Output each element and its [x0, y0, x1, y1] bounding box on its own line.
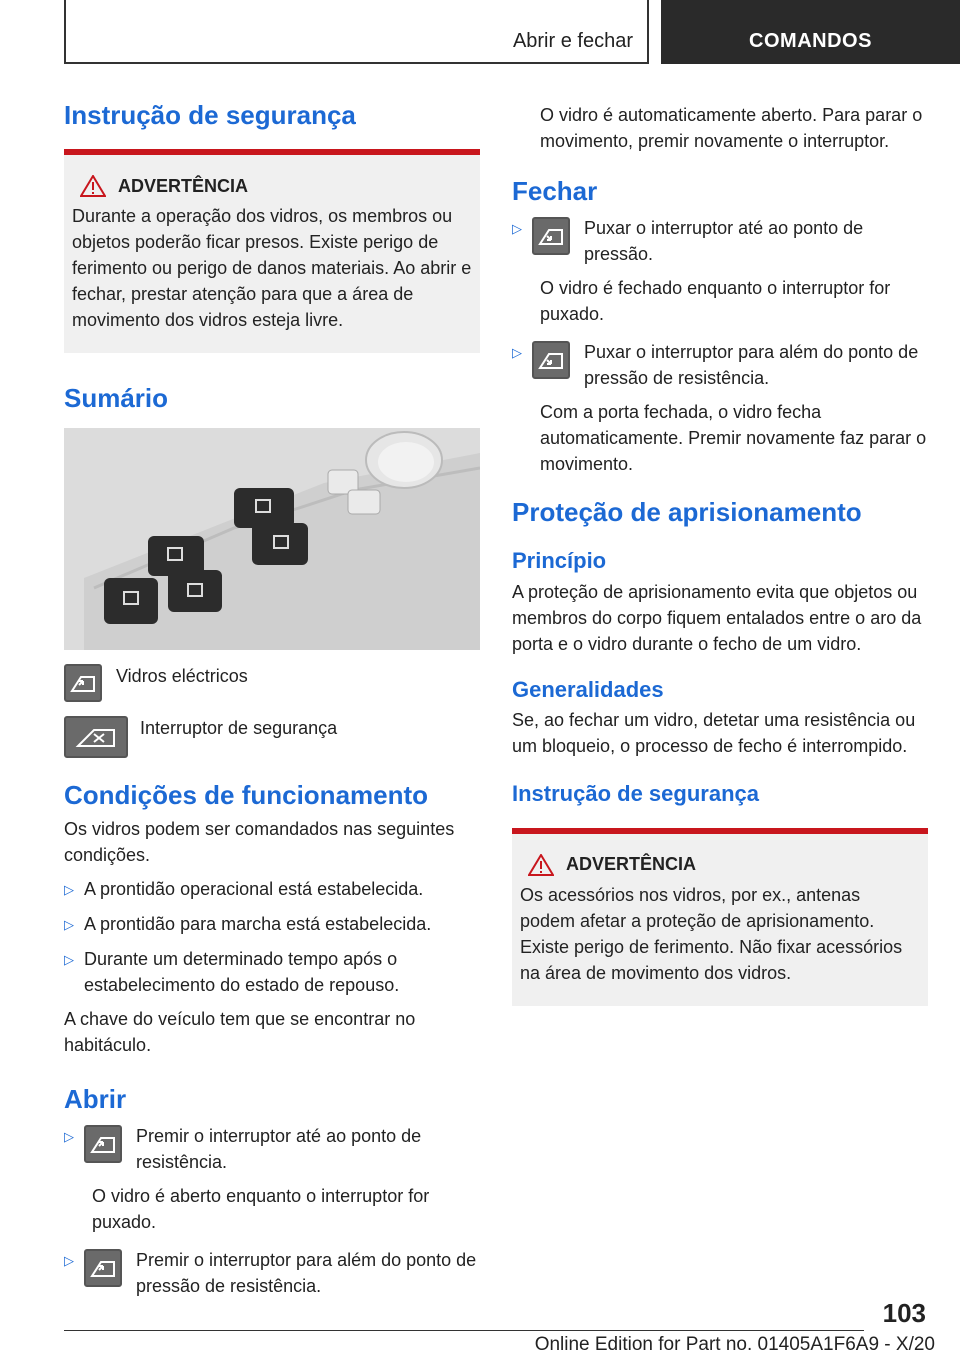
open-step-text: Premir o interruptor até ao ponto de resistência.: [136, 1125, 422, 1172]
general-heading: Generalidades: [512, 676, 664, 702]
close-step-result: O vidro é fechado enquanto o interruptor for puxado.: [540, 278, 891, 325]
header-section-box: [64, 0, 649, 64]
conditions-note: A chave do veículo tem que se encontrar no habitáculo.: [64, 1008, 416, 1055]
warning-box: [512, 828, 928, 1006]
footer-edition: Online Edition for Part no. 01405A1F6A9 - X/20: [534, 1334, 935, 1355]
safety-switch-icon: [64, 716, 128, 758]
window-switch-photo: [64, 428, 480, 650]
conditions-intro: Os vidros podem ser comandados nas seguintes condições.: [64, 818, 455, 865]
list-item: ▷ A prontidão operacional está estabelecida.: [64, 876, 480, 903]
icon-label-windows: Vidros eléctricos: [116, 666, 248, 687]
open-step-result: O vidro é aberto enquanto o interruptor for puxado.: [92, 1185, 430, 1232]
list-item: [512, 215, 928, 267]
window-switch-icon: [84, 1249, 122, 1287]
window-switch-icon: [532, 341, 570, 379]
warning-triangle-icon: [528, 854, 554, 876]
conditions-heading: Condições de funcionamento: [64, 780, 429, 811]
window-switch-icon: [532, 217, 570, 255]
triangle-bullet-icon: ▷: [64, 1128, 74, 1144]
left-column: [64, 100, 480, 1307]
list-item: [512, 339, 928, 391]
triangle-bullet-icon: ▷: [64, 881, 74, 897]
icon-row-windows: [64, 664, 480, 702]
safety2-heading: Instrução de segurança: [512, 781, 759, 807]
pinch-protection-heading: Proteção de aprisionamento: [512, 497, 862, 528]
triangle-bullet-icon: ▷: [64, 1252, 74, 1268]
general-text: Se, ao fechar um vidro, detetar uma resistência ou um bloqueio, o processo de fecho é interrompido.: [512, 710, 916, 757]
warning-title: ADVERTÊNCIA: [118, 175, 249, 196]
list-item: ▷ Durante um determinado tempo após o estabelecimento do estado de repouso.: [64, 946, 480, 998]
warning-box: [64, 149, 480, 353]
header-chapter-box: [661, 0, 960, 64]
triangle-bullet-icon: ▷: [512, 221, 522, 237]
triangle-bullet-icon: ▷: [64, 916, 74, 932]
close-step-text: Puxar o interruptor para além do ponto de pressão de resistência.: [584, 342, 919, 389]
icon-row-safety-switch: [64, 716, 480, 758]
header-chapter-title: COMANDOS: [749, 30, 872, 52]
right-column: [512, 100, 928, 1036]
triangle-bullet-icon: ▷: [64, 951, 74, 967]
list-item: [64, 1123, 480, 1175]
warning-triangle-icon: [80, 175, 106, 197]
header-section-title: Abrir e fechar: [512, 30, 633, 52]
close-step-result: Com a porta fechada, o vidro fecha automaticamente. Premir novamente faz parar o movimento.: [540, 402, 927, 475]
icon-label-safety-switch: Interruptor de segurança: [140, 718, 338, 739]
window-switch-icon: [84, 1125, 122, 1163]
list-item: [64, 1247, 480, 1299]
principle-text: A proteção de aprisionamento evita que objetos ou membros do corpo fiquem entalados entre o aro da porta e o vidro durante o fecho de um vidro.: [512, 581, 922, 654]
list-item: ▷ A prontidão para marcha está estabelecida.: [64, 911, 480, 938]
summary-heading: Sumário: [64, 383, 169, 414]
open-auto-text: O vidro é automaticamente aberto. Para parar o movimento, premir novamente o interruptor.: [540, 105, 923, 151]
open-heading: Abrir: [64, 1083, 127, 1114]
close-step-text: Puxar o interruptor até ao ponto de pressão.: [584, 218, 864, 265]
warning-text: Os acessórios nos vidros, por ex., antenas podem afetar a proteção de aprisionamento. Existe perigo de ferimento. Não fixar acessórios na área de movimento dos vidros.: [520, 884, 903, 983]
warning-text: Durante a operação dos vidros, os membros ou objetos poderão ficar presos. Existe perigo de ferimento ou perigo de danos materiais. Ao abrir e fechar, prestar atenção para que a área de movimento dos vidros esteja livre.: [72, 206, 472, 331]
page-number: 103: [882, 1298, 926, 1328]
triangle-bullet-icon: ▷: [512, 345, 522, 361]
open-step-text: Premir o interruptor para além do ponto de pressão de resistência.: [136, 1249, 477, 1296]
window-switch-icon: [64, 664, 102, 702]
close-heading: Fechar: [512, 176, 598, 206]
warning-title: ADVERTÊNCIA: [566, 854, 697, 875]
safety-heading: Instrução de segurança: [64, 100, 356, 130]
footer-divider: [64, 1330, 864, 1331]
principle-heading: Princípio: [512, 548, 607, 574]
